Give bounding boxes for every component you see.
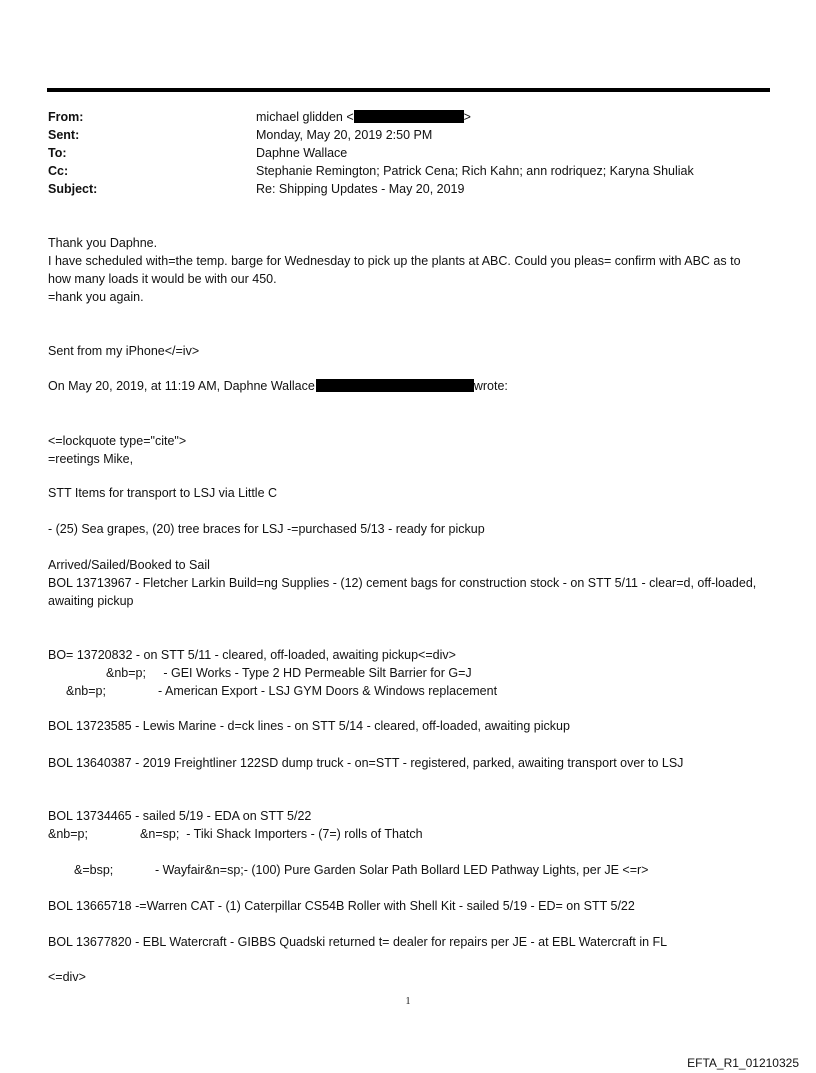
bol-13640387: BOL 13640387 - 2019 Freightliner 122SD dump truck - on=STT - registered, parked, awaiting transport over to LSJ — [48, 756, 684, 770]
bol-13723585: BOL 13723585 - Lewis Marine - d=ck lines - on STT 5/14 - cleared, off-loaded, awaiting pickup — [48, 719, 570, 733]
subject-label: Subject: — [48, 182, 98, 196]
redacted-email-box — [354, 110, 464, 123]
document-id-footer: EFTA_R1_01210325 — [687, 1056, 799, 1070]
sent-label: Sent: — [48, 128, 80, 142]
arrived-heading: Arrived/Sailed/Booked to Sail — [48, 558, 210, 572]
greeting-line: =reetings Mike, — [48, 452, 134, 466]
header-rule — [47, 88, 770, 92]
sent-from-line: Sent from my iPhone</=iv> — [48, 344, 200, 358]
page-number: 1 — [405, 996, 411, 1007]
bol-13734465: BOL 13734465 - sailed 5/19 - EDA on STT 5/22 — [48, 809, 312, 823]
cc-label: Cc: — [48, 164, 69, 178]
on-date-text: On May 20, 2019, at 11:19 AM, Daphne Wallace — [48, 379, 315, 393]
thank-you-line: Thank you Daphne. — [48, 236, 158, 250]
div-end-line: <=div> — [48, 970, 86, 984]
blockquote-line: <=lockquote type="cite"> — [48, 434, 187, 448]
bol-13720832-item-export: &nb=p; - American Export - LSJ GYM Doors & Windows replacement — [66, 684, 498, 698]
from-close: > — [463, 110, 471, 124]
to-label: To: — [48, 146, 67, 160]
sent-value: Monday, May 20, 2019 2:50 PM — [256, 128, 433, 142]
bol-13734465-item-tiki: &nb=p; &n=sp; - Tiki Shack Importers - (7=) rolls of Thatch — [48, 827, 423, 841]
from-label: From: — [48, 110, 84, 124]
from-value — [256, 108, 471, 126]
to-value: Daphne Wallace — [256, 146, 348, 160]
bol-13713967: BOL 13713967 - Fletcher Larkin Build=ng Supplies - (12) cement bags for construction stock - on STT 5/11 - clear=d, off-loaded, awaiting pickup — [48, 576, 757, 608]
bol-13720832-item-gei: &nb=p; - GEI Works - Type 2 HD Permeable Silt Barrier for G=J — [106, 666, 472, 680]
on-date-line — [48, 377, 508, 395]
cc-value: Stephanie Remington; Patrick Cena; Rich Kahn; ann rodriquez; Karyna Shuliak — [256, 164, 694, 178]
from-name: michael glidden < — [256, 110, 354, 124]
thank-again-line: =hank you again. — [48, 290, 144, 304]
bol-13734465-item-wayfair: &=bsp; - Wayfair&n=sp;- (100) Pure Garden Solar Path Bollard LED Pathway Lights, per JE <=r> — [74, 863, 649, 877]
bol-13720832: BO= 13720832 - on STT 5/11 - cleared, off-loaded, awaiting pickup<=div> — [48, 648, 456, 662]
wrote-text: wrote: — [473, 379, 508, 393]
subject-value: Re: Shipping Updates - May 20, 2019 — [256, 182, 465, 196]
bol-13665718: BOL 13665718 -=Warren CAT - (1) Caterpillar CS54B Roller with Shell Kit - sailed 5/19 - ED= on STT 5/22 — [48, 899, 635, 913]
schedule-paragraph: I have scheduled with=the temp. barge for Wednesday to pick up the plants at ABC. Could you pleas= confirm with ABC as to how many loads it would be with our 450. — [48, 254, 741, 286]
stt-items-line: STT Items for transport to LSJ via Little C — [48, 486, 278, 500]
sea-grapes-line: - (25) Sea grapes, (20) tree braces for LSJ -=purchased 5/13 - ready for pickup — [48, 522, 485, 536]
redacted-sender-box — [316, 379, 474, 392]
bol-13677820: BOL 13677820 - EBL Watercraft - GIBBS Quadski returned t= dealer for repairs per JE - at EBL Watercraft in FL — [48, 935, 668, 949]
